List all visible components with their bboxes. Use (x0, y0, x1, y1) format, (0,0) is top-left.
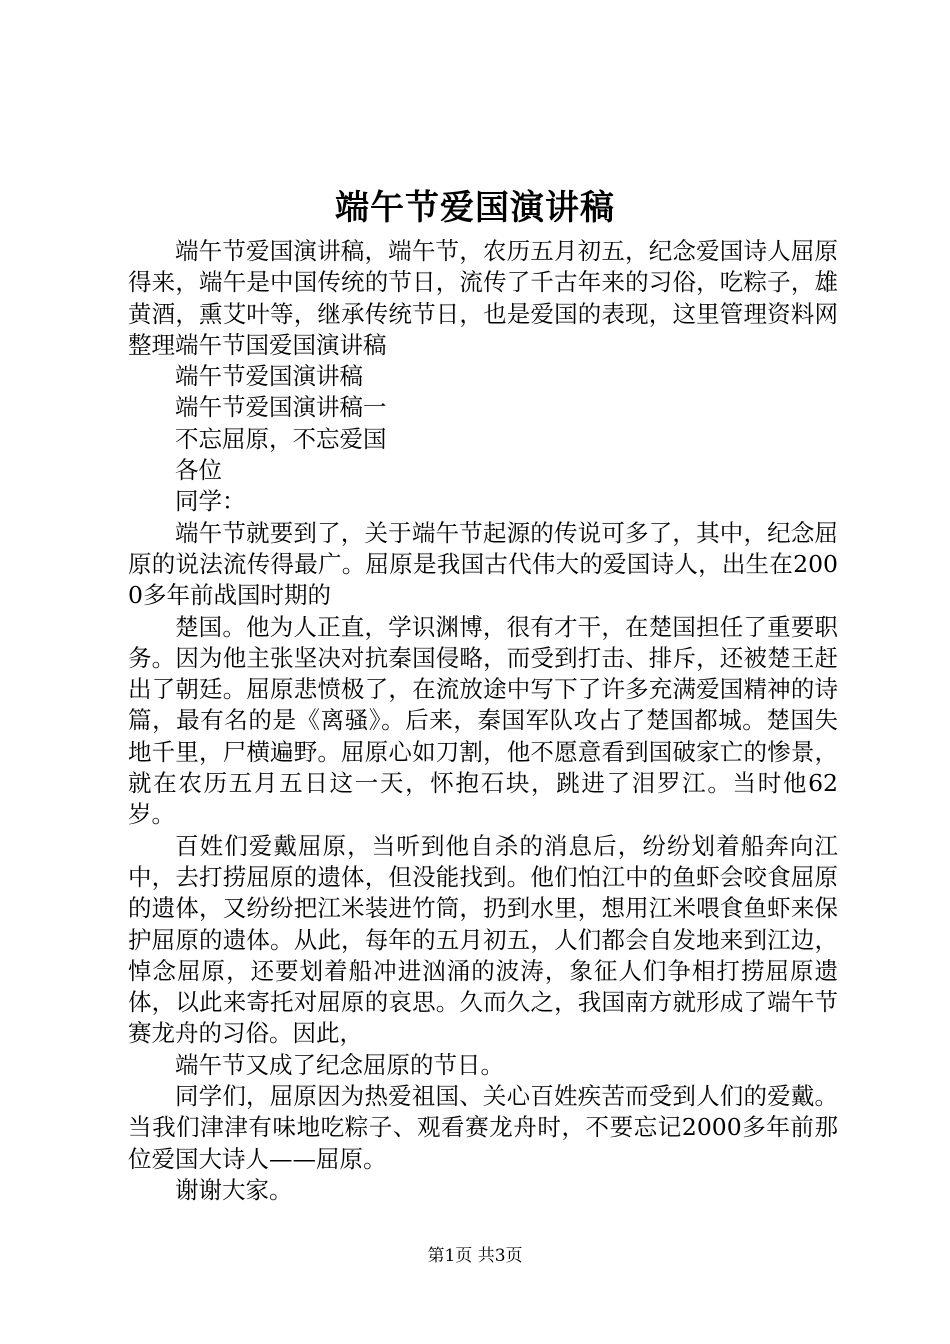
paragraph: 端午节爱国演讲稿一 (175, 393, 387, 422)
document-title: 端午节爱国演讲稿 (335, 188, 615, 228)
paragraph: 端午节爱国演讲稿 (175, 362, 363, 391)
paragraph: 同学： (175, 487, 246, 516)
paragraph: 同学们，屈原因为热爱祖国、关心百姓疾苦而受到人们的爱戴。当我们津津有味地吃粽子、观看赛龙舟时，不要忘记2000多年前那位爱国大诗人——屈原。 (128, 1082, 838, 1173)
paragraph: 不忘屈原，不忘爱国 (175, 424, 387, 453)
paragraph: 端午节又成了纪念屈原的节日。 (175, 1050, 504, 1079)
paragraph: 谢谢大家。 (175, 1175, 293, 1204)
document-body (128, 236, 838, 1206)
paragraph: 各位 (175, 456, 222, 485)
paragraph: 百姓们爱戴屈原，当听到他自杀的消息后，纷纷划着船奔向江中，去打捞屈原的遗体，但没能找到。他们怕江中的鱼虾会咬食屈原的遗体，又纷纷把江米装进竹筒，扔到水里，想用江米喂食鱼虾来保护屈原的遗体。从此，每年的五月初五，人们都会自发地来到江边，悼念屈原，还要划着船冲进汹涌的波涛，象征人们争相打捞屈原遗体，以此来寄托对屈原的哀思。久而久之，我国南方就形成了端午节赛龙舟的习俗。因此， (128, 831, 838, 1048)
paragraph: 端午节就要到了，关于端午节起源的传说可多了，其中，纪念屈原的说法流传得最广。屈原是我国古代伟大的爱国诗人，出生在2000多年前战国时期的 (128, 518, 838, 610)
paragraph: 端午节爱国演讲稿，端午节，农历五月初五，纪念爱国诗人屈原得来，端午是中国传统的节日，流传了千古年来的习俗，吃粽子，雄黄酒，熏艾叶等，继承传统节日，也是爱国的表现，这里管理资料网整理端午节国爱国演讲稿 (128, 237, 838, 359)
page-number-footer: 第1页 共3页 (427, 1246, 523, 1266)
paragraph: 楚国。他为人正直，学识渊博，很有才干，在楚国担任了重要职务。因为他主张坚决对抗秦国侵略，而受到打击、排斥，还被楚王赶出了朝廷。屈原悲愤极了，在流放途中写下了许多充满爱国精神的诗篇，最有名的是《离骚》。后来，秦国军队攻占了楚国都城。楚国失地千里，尸横遍野。屈原心如刀割，他不愿意看到国破家亡的惨景，就在农历五月五日这一天，怀抱石块，跳进了泪罗江。当时他62岁。 (128, 612, 838, 829)
